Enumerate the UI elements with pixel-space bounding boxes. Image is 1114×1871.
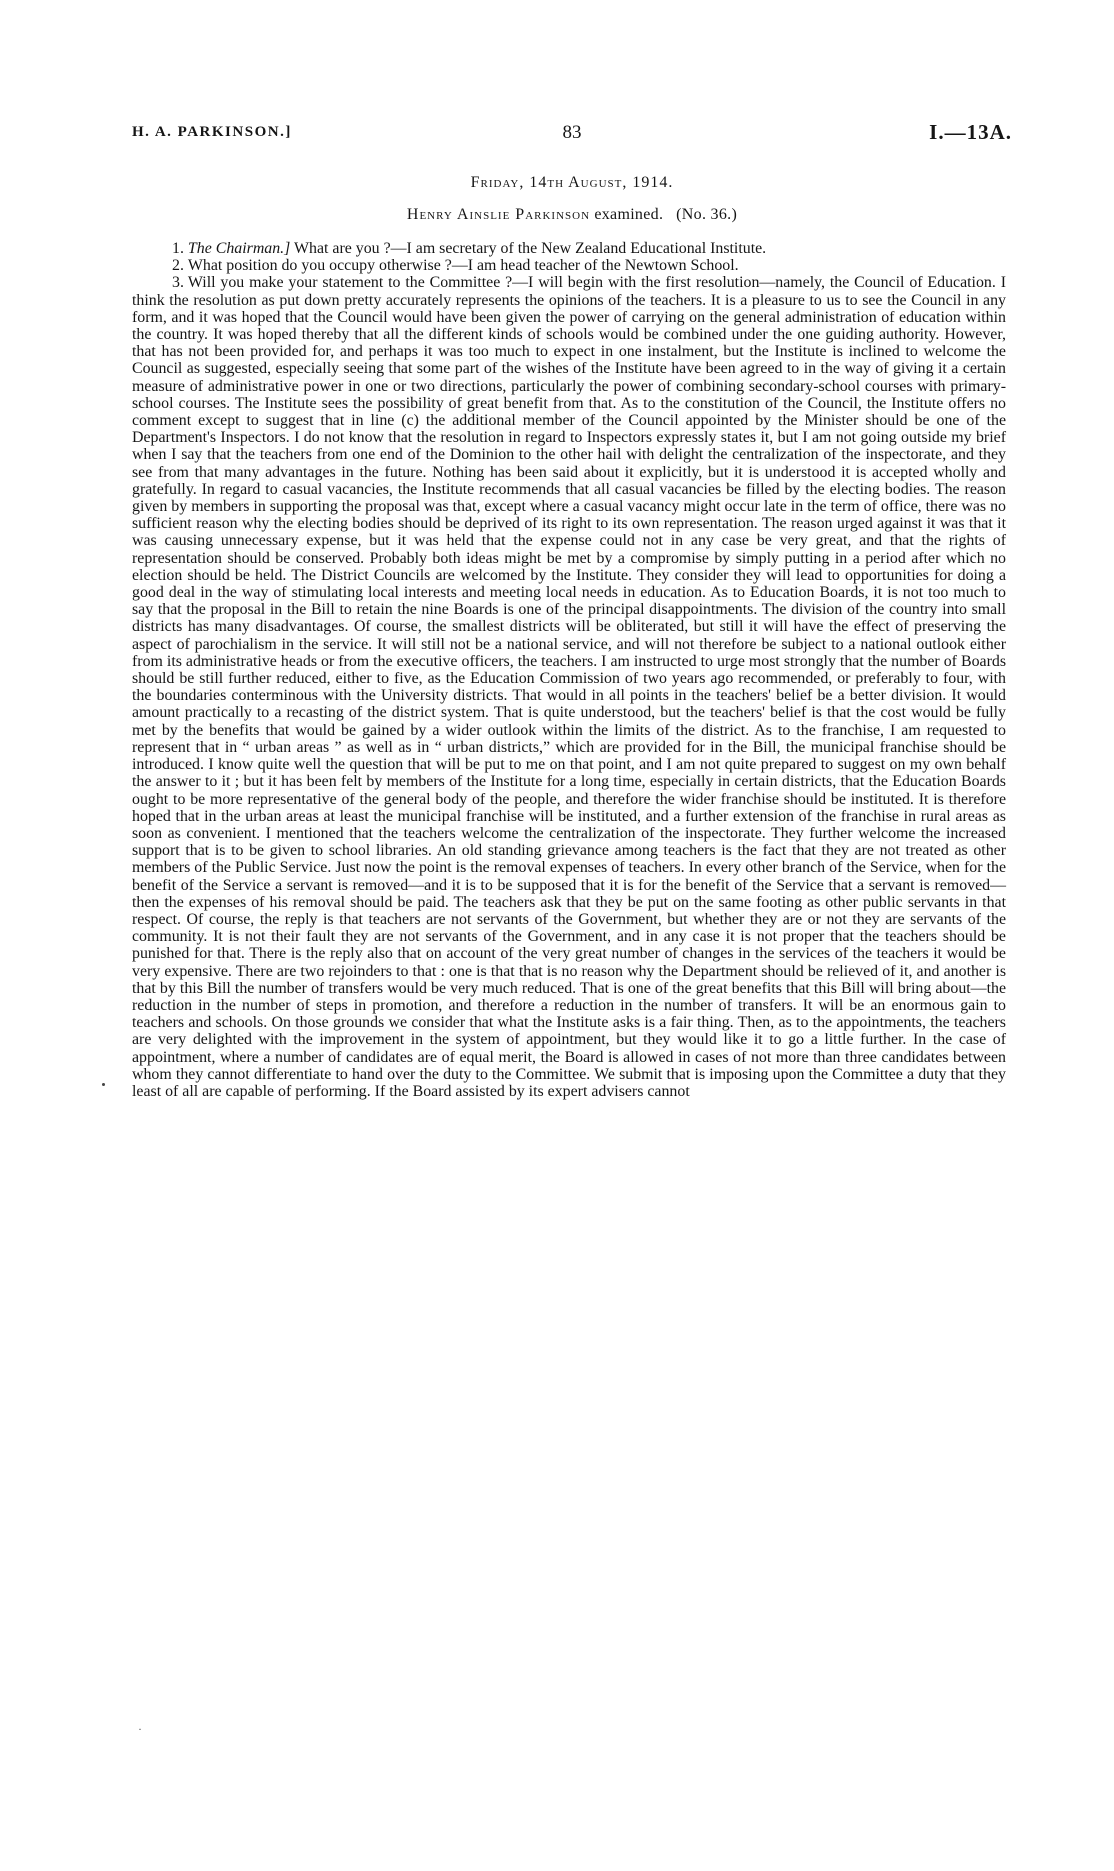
page-number: 83 bbox=[562, 122, 582, 143]
witness-name: Henry Ainslie Parkinson bbox=[406, 206, 591, 223]
question-paragraph bbox=[132, 274, 1006, 1100]
witness-examined: examined. bbox=[594, 206, 664, 223]
question-paragraph bbox=[132, 240, 1006, 257]
paragraph-text: What position do you occupy otherwise ?—I am head teacher of the Newtown School. bbox=[187, 257, 739, 275]
running-head bbox=[132, 120, 1012, 148]
witness-name-header: H. A. PARKINSON.] bbox=[132, 124, 292, 140]
witness-heading bbox=[132, 206, 1012, 224]
question-number: 2. bbox=[172, 257, 184, 275]
witness-number: (No. 36.) bbox=[676, 206, 738, 223]
paragraph-text: What are you ?—I am secretary of the New Zealand Educational Institute. bbox=[290, 240, 767, 257]
speaker-label: The Chairman.] bbox=[187, 240, 291, 257]
testimony-body bbox=[132, 240, 1006, 1100]
question-number: 1. bbox=[172, 240, 184, 257]
paragraph-text: Will you make your statement to the Committee ?—I will begin with the first resolution—namely, the Council of Education. I think the resolution as put down pretty accurately represents the opinions of the teachers. It is a pleasure to us to see the Council in any form, and it was hoped that the Council would have been given the power of carrying on the general administration of education within the country. It was hoped thereby that all the different kinds of schools would be combined under the one guiding authority. However, that has not been provided for, and perhaps it was too much to expect in one instalment, but the Institute is inclined to welcome the Council as suggested, especially seeing that some part of the wishes of the Institute have been agreed to in the way of giving it a certain measure of administrative power in one or two directions, particularly the power of combining secondary-school courses with primary-school courses. The Institute sees the possibility of great benefit from that. As to the constitution of the Council, the Institute offers no comment except to suggest that in line (c) the additional member of the Council appointed by the Minister should be one of the Department's Inspectors. I do not know that the resolution in regard to Inspectors expressly states it, but I am not going outside my brief when I say that the teachers from one end of the Dominion to the other hail with delight the centralization of the inspectorate, and they see from that many advantages in the future. Nothing has been said about it explicitly, but it is understood it is accepted wholly and gratefully. In regard to casual vacancies, the Institute recommends that all casual vacancies be filled by the electing bodies. The reason given by members in supporting the proposal was that, except where a casual vacancy might occur late in the term of office, there was no sufficient reason why the electing bodies should be deprived of its right to its own representation. The reason urged against it was that it was causing unnecessary expense, but it was held that the expense could not in any case be very great, and that the rights of representation should be conserved. Probably both ideas might be met by a compromise by simply putting in a period after which no election should be held. The District Councils are welcomed by the Institute. They consider they will lead to opportunities for doing a good deal in the way of stimulating local interests and meeting local needs in education. As to Education Boards, it is not too much to say that the proposal in the Bill to retain the nine Boards is one of the principal disappointments. The division of the country into small districts has many disadvantages. Of course, the smallest districts will be obliterated, but still it will have the effect of preserving the aspect of parochialism in the service. It will still not be a national service, and will not therefore be subject to a national outlook either from its administrative heads or from the executive officers, the teachers. I am instructed to urge most strongly that the number of Boards should be still further reduced, either to five, as the Education Commission of two years ago recommended, or preferably to four, with the boundaries conterminous with the University districts. That would in all points in the teachers' belief be a better division. It would amount practically to a recasting of the district system. That is quite understood, but the teachers' belief is that the cost would be fully met by the benefits that would be gained by a wider outlook within the limits of the district. As to the franchise, I am requested to represent that in “ urban areas ” as well as in “ urban districts,” which are provided for in the Bill, the municipal franchise should be introduced. I know quite well the question that will be put to me on that point, and I am not quite prepared to suggest on my own behalf the answer to it ; but it has been felt by members of the Institute for a long time, especially in certain districts, that the Education Boards ought to be more representative of the general body of the people, and therefore the wider franchise should be instituted. It is therefore hoped that in the urban areas at least the municipal franchise will be instituted, and a further extension of the franchise in rural areas as soon as convenient. I mentioned that the teachers welcome the centralization of the inspectorate. They further welcome the increased support that is to be given to school libraries. An old standing grievance among teachers is the fact that they are not treated as other members of the Public Service. Just now the point is the removal expenses of teachers. In every other branch of the Service, when for the benefit of the Service a servant is removed—and it is to be supposed that it is for the benefit of the Service that a servant is removed—then the expenses of his removal should be paid. The teachers ask that they be put on the same footing as other public servants in that respect. Of course, the reply is that teachers are not servants of the Government, but whether they are or not they are servants of the community. It is not their fault they are not servants of the Government, and in any case it is not proper that the teachers should be punished for that. There is the reply also that on account of the very great number of changes in the services of the teachers it would be very expensive. There are two rejoinders to that : one is that that is no reason why the Department should be relieved of it, and another is that by this Bill the number of transfers would be very much reduced. That is one of the great benefits that this Bill will bring about—the reduction in the number of steps in promotion, and therefore a reduction in the number of transfers. It will be an enormous gain to teachers and schools. On those grounds we consider that what the Institute asks is a fair thing. Then, as to the appointments, the teachers are very delighted with the improvement in the system of appointment, but they would like it to go a little further. In the case of appointment, where a number of candidates are of equal merit, the Board is allowed in cases of not more than three candidates between whom they cannot differentiate to hand over the duty to the Committee. We submit that is imposing upon the Committee a duty that they least of all are capable of performing. If the Board assisted by its expert advisers cannot bbox=[132, 274, 1006, 1100]
footer-mark: · bbox=[138, 1722, 142, 1736]
margin-dot bbox=[102, 1083, 105, 1086]
question-number: 3. bbox=[172, 274, 184, 292]
date-heading: Friday, 14th August, 1914. bbox=[470, 174, 674, 191]
paper-reference: I.—13A. bbox=[929, 120, 1012, 144]
question-paragraph bbox=[132, 257, 1006, 274]
